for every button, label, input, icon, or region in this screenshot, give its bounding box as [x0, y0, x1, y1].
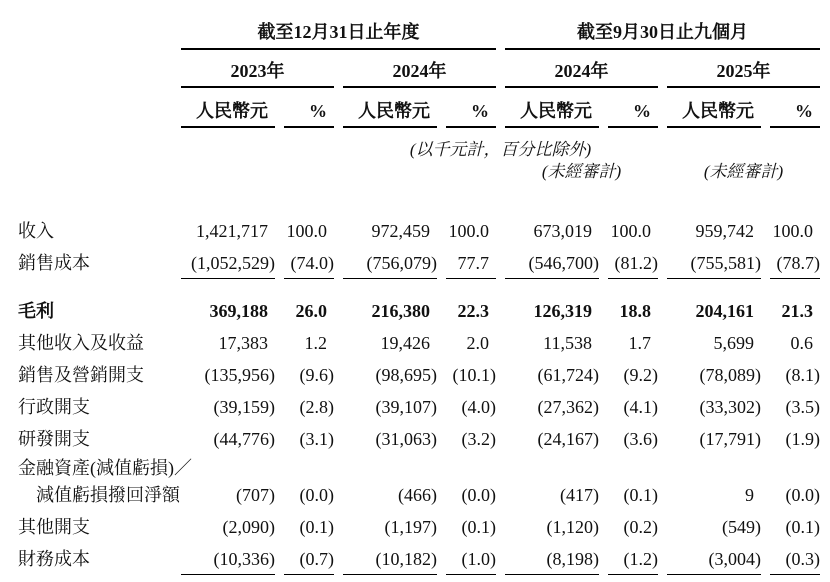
percent-cell — [770, 327, 820, 354]
cell-value: (1,052,529) — [181, 252, 275, 279]
percent-cell — [446, 327, 496, 354]
subheader-row — [10, 95, 820, 128]
cell-value: (39,159) — [213, 397, 275, 417]
cell-value: (24,167) — [537, 429, 599, 449]
cell-value: (4.1) — [623, 397, 658, 417]
row-label: 減值虧損撥回淨額 — [36, 485, 180, 505]
table-row — [10, 423, 820, 455]
table-row — [10, 359, 820, 391]
percent-cell — [770, 391, 820, 418]
amount-cell — [667, 479, 761, 506]
percent-cell — [608, 511, 658, 538]
cell-value: (466) — [398, 485, 437, 505]
cell-value: (78.7) — [770, 252, 820, 279]
cell-value: (81.2) — [608, 252, 658, 279]
cell-value: (3,004) — [667, 548, 761, 575]
cell-value: (9.2) — [623, 365, 658, 385]
cell-value: (33,302) — [699, 397, 761, 417]
cell-value: (9.6) — [299, 365, 334, 385]
percent-cell — [284, 479, 334, 506]
amount-cell — [667, 391, 761, 418]
cell-value: (31,063) — [375, 429, 437, 449]
cell-value: (61,724) — [537, 365, 599, 385]
amount-cell — [181, 479, 275, 506]
cell-value: (756,079) — [343, 252, 437, 279]
cell-value: (74.0) — [284, 252, 334, 279]
row-label: 行政開支 — [18, 397, 90, 417]
cell-value: 959,742 — [695, 221, 754, 241]
cell-value: 19,426 — [380, 333, 430, 353]
row-label: 毛利 — [18, 301, 54, 321]
percent-cell — [608, 423, 658, 450]
amount-cell — [181, 327, 275, 354]
cell-value: 100.0 — [448, 221, 489, 241]
row-label: 其他開支 — [18, 517, 90, 537]
percent-cell — [284, 511, 334, 538]
cell-value: 972,459 — [371, 221, 430, 241]
year-header-2023: 2023年 — [181, 59, 334, 88]
percent-cell — [446, 423, 496, 450]
amount-cell — [181, 511, 275, 538]
cell-value: (4.0) — [461, 397, 496, 417]
cell-value: 21.3 — [781, 301, 813, 321]
table-row — [10, 479, 820, 511]
amount-cell — [343, 215, 437, 242]
amount-cell — [343, 543, 437, 575]
percent-cell — [446, 511, 496, 538]
row-label: 銷售成本 — [18, 253, 90, 273]
cell-value: (1.9) — [785, 429, 820, 449]
amount-cell — [181, 359, 275, 386]
cell-value: (3.2) — [461, 429, 496, 449]
percent-cell — [446, 295, 496, 322]
cell-value: 2.0 — [466, 333, 489, 353]
subheader-percent: % — [608, 95, 658, 128]
percent-cell — [770, 247, 820, 279]
percent-cell — [284, 423, 334, 450]
percent-cell — [446, 359, 496, 386]
cell-value: (17,791) — [699, 429, 761, 449]
cell-value: (0.0) — [299, 485, 334, 505]
row-label: 收入 — [18, 221, 54, 241]
year-header-2024-annual: 2024年 — [343, 59, 496, 88]
cell-value: (1,120) — [546, 517, 599, 537]
year-header-row — [10, 59, 820, 88]
cell-value: (2,090) — [222, 517, 275, 537]
cell-value: (27,362) — [537, 397, 599, 417]
cell-value: (0.3) — [770, 548, 820, 575]
amount-cell — [343, 391, 437, 418]
amount-cell — [505, 215, 599, 242]
amount-cell — [181, 423, 275, 450]
amount-cell — [667, 215, 761, 242]
percent-cell — [284, 295, 334, 322]
cell-value: (755,581) — [667, 252, 761, 279]
percent-cell — [284, 327, 334, 354]
cell-value: (546,700) — [505, 252, 599, 279]
cell-value: (1,197) — [384, 517, 437, 537]
percent-cell — [284, 215, 334, 242]
cell-value: 1.7 — [628, 333, 651, 353]
percent-cell — [608, 391, 658, 418]
amount-cell — [505, 391, 599, 418]
amount-cell — [667, 327, 761, 354]
subheader-percent: % — [284, 95, 334, 128]
cell-value: 26.0 — [295, 301, 327, 321]
year-header-2025: 2025年 — [667, 59, 820, 88]
table-row — [10, 511, 820, 543]
amount-cell — [181, 543, 275, 575]
percent-cell — [446, 215, 496, 242]
cell-value: (0.1) — [461, 517, 496, 537]
cell-value: 9 — [745, 485, 754, 505]
spacer-row — [10, 279, 820, 295]
subheader-amount: 人民幣元 — [505, 95, 599, 128]
cell-value: (10,336) — [181, 548, 275, 575]
table-row — [10, 327, 820, 359]
cell-value: (3.6) — [623, 429, 658, 449]
cell-value: 126,319 — [533, 301, 592, 321]
percent-cell — [446, 543, 496, 575]
unaudited-note-2024: (未經審計) — [541, 162, 622, 181]
financial-table-body — [10, 215, 820, 575]
subheader-amount: 人民幣元 — [667, 95, 761, 128]
amount-cell — [343, 247, 437, 279]
cell-value: 22.3 — [457, 301, 489, 321]
cell-value: 100.0 — [772, 221, 813, 241]
units-note: (以千元計，百分比除外) — [409, 140, 592, 159]
cell-value: (3.5) — [785, 397, 820, 417]
percent-cell — [446, 247, 496, 279]
cell-value: 204,161 — [695, 301, 754, 321]
subheader-amount: 人民幣元 — [343, 95, 437, 128]
percent-cell — [446, 391, 496, 418]
cell-value: (1.2) — [608, 548, 658, 575]
cell-value: (98,695) — [375, 365, 437, 385]
row-label: 財務成本 — [18, 549, 90, 569]
amount-cell — [505, 543, 599, 575]
cell-value: 17,383 — [218, 333, 268, 353]
percent-cell — [608, 295, 658, 322]
cell-value: 18.8 — [619, 301, 651, 321]
cell-value: (1.0) — [446, 548, 496, 575]
cell-value: (10,182) — [343, 548, 437, 575]
cell-value: (0.1) — [623, 485, 658, 505]
percent-cell — [608, 479, 658, 506]
cell-value: (0.2) — [623, 517, 658, 537]
amount-cell — [667, 423, 761, 450]
table-row — [10, 215, 820, 247]
cell-value: 1.2 — [304, 333, 327, 353]
cell-value: 0.6 — [790, 333, 813, 353]
cell-value: 100.0 — [610, 221, 651, 241]
percent-cell — [284, 543, 334, 575]
amount-cell — [505, 327, 599, 354]
cell-value: (417) — [560, 485, 599, 505]
amount-cell — [667, 359, 761, 386]
period-group-title-annual: 截至12月31日止年度 — [181, 20, 496, 50]
table-row — [10, 295, 820, 327]
amount-cell — [343, 479, 437, 506]
year-header-2024-nine-month: 2024年 — [505, 59, 658, 88]
percent-cell — [446, 479, 496, 506]
percent-cell — [608, 327, 658, 354]
unaudited-note-2025: (未經審計) — [703, 162, 784, 181]
percent-cell — [770, 479, 820, 506]
amount-cell — [343, 327, 437, 354]
row-label: 研發開支 — [18, 429, 90, 449]
period-group-header-row — [10, 20, 820, 50]
amount-cell — [505, 295, 599, 322]
cell-value: 216,380 — [371, 301, 430, 321]
table-row — [10, 391, 820, 423]
percent-cell — [770, 215, 820, 242]
cell-value: (78,089) — [699, 365, 761, 385]
amount-cell — [667, 247, 761, 279]
cell-value: (0.0) — [785, 485, 820, 505]
percent-cell — [608, 247, 658, 279]
amount-cell — [343, 511, 437, 538]
cell-value: (8,198) — [505, 548, 599, 575]
amount-cell — [181, 215, 275, 242]
percent-cell — [770, 295, 820, 322]
units-note-row — [10, 139, 820, 161]
percent-cell — [770, 359, 820, 386]
percent-cell — [608, 543, 658, 575]
cell-value: (10.1) — [452, 365, 496, 385]
percent-cell — [770, 511, 820, 538]
subheader-amount: 人民幣元 — [181, 95, 275, 128]
cell-value: (0.1) — [299, 517, 334, 537]
row-label: 銷售及營銷開支 — [18, 365, 144, 385]
cell-value: 11,538 — [543, 333, 592, 353]
cell-value: 673,019 — [533, 221, 592, 241]
cell-value: 5,699 — [713, 333, 754, 353]
cell-value: (2.8) — [299, 397, 334, 417]
cell-value: 369,188 — [209, 301, 268, 321]
percent-cell — [770, 423, 820, 450]
cell-value: 100.0 — [286, 221, 327, 241]
subheader-percent: % — [446, 95, 496, 128]
amount-cell — [505, 247, 599, 279]
cell-value: (707) — [236, 485, 275, 505]
amount-cell — [505, 423, 599, 450]
cell-value: (3.1) — [299, 429, 334, 449]
percent-cell — [608, 215, 658, 242]
amount-cell — [181, 247, 275, 279]
percent-cell — [284, 391, 334, 418]
row-label: 其他收入及收益 — [18, 333, 144, 353]
amount-cell — [343, 423, 437, 450]
cell-value: 77.7 — [446, 252, 496, 279]
cell-value: (44,776) — [213, 429, 275, 449]
amount-cell — [667, 543, 761, 575]
table-row — [10, 247, 820, 279]
amount-cell — [181, 391, 275, 418]
percent-cell — [608, 359, 658, 386]
amount-cell — [505, 359, 599, 386]
amount-cell — [343, 359, 437, 386]
subheader-percent: % — [770, 95, 820, 128]
cell-value: (135,956) — [204, 365, 275, 385]
unaudited-note-row — [10, 161, 820, 183]
table-row — [10, 543, 820, 575]
amount-cell — [505, 479, 599, 506]
cell-value: (8.1) — [785, 365, 820, 385]
amount-cell — [343, 295, 437, 322]
cell-value: (0.0) — [461, 485, 496, 505]
amount-cell — [667, 295, 761, 322]
amount-cell — [181, 295, 275, 322]
percent-cell — [284, 359, 334, 386]
amount-cell — [667, 511, 761, 538]
cell-value: (0.7) — [284, 548, 334, 575]
percent-cell — [284, 247, 334, 279]
table-row — [10, 455, 820, 479]
percent-cell — [770, 543, 820, 575]
cell-value: (0.1) — [785, 517, 820, 537]
cell-value: 1,421,717 — [196, 221, 268, 241]
amount-cell — [505, 511, 599, 538]
row-label: 金融資產(減值虧損)／ — [18, 458, 192, 478]
cell-value: (39,107) — [375, 397, 437, 417]
period-group-title-nine-month: 截至9月30日止九個月 — [505, 20, 820, 50]
cell-value: (549) — [722, 517, 761, 537]
